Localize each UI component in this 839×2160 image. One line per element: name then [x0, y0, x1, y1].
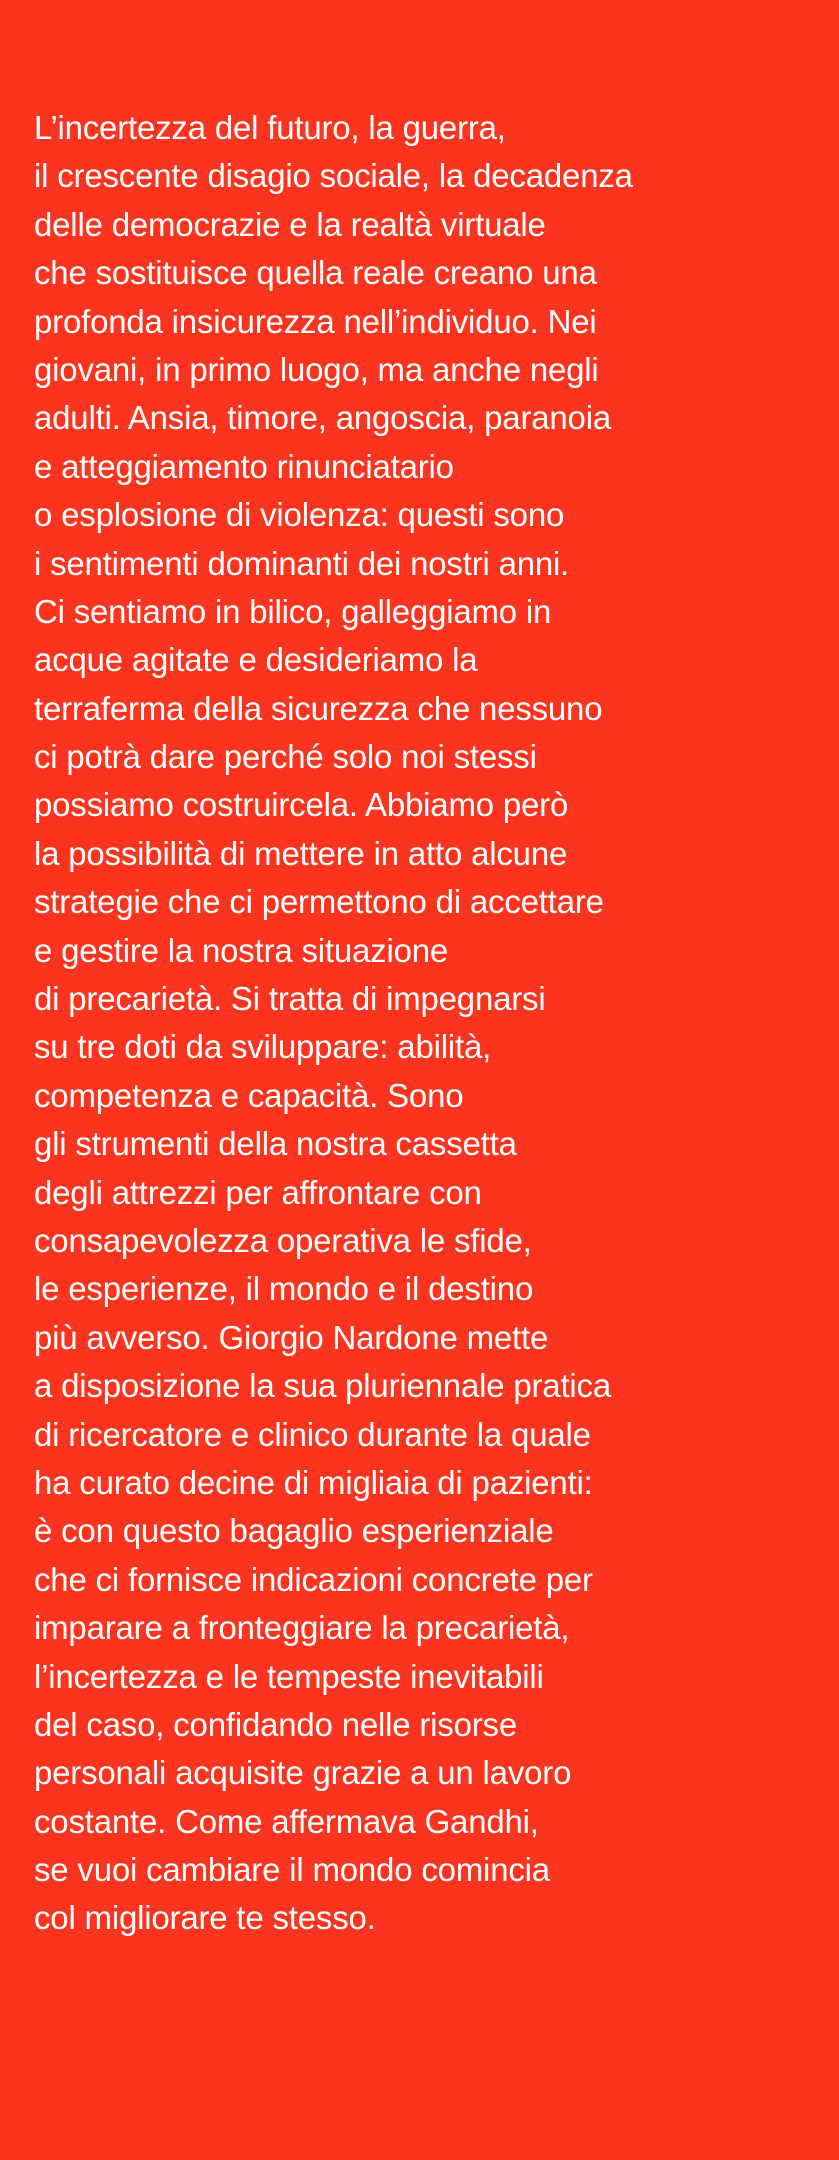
blurb-line: giovani, in primo luogo, ma anche negli: [34, 350, 599, 388]
blurb-line: che sostituisce quella reale creano una: [34, 254, 597, 292]
blurb-line: personali acquisite grazie a un lavoro: [34, 1754, 572, 1792]
blurb-line: terraferma della sicurezza che nessuno: [34, 689, 603, 727]
blurb-line: col migliorare te stesso.: [34, 1899, 376, 1937]
blurb-line: i sentimenti dominanti dei nostri anni.: [34, 544, 570, 582]
blurb-line: e gestire la nostra situazione: [34, 931, 449, 969]
blurb-line: ci potrà dare perché solo noi stessi: [34, 738, 537, 776]
blurb-line: di ricercatore e clinico durante la quale: [34, 1415, 591, 1453]
blurb-line: a disposizione la sua pluriennale pratica: [34, 1367, 612, 1405]
blurb-line: è con questo bagaglio esperienziale: [34, 1512, 554, 1550]
blurb-line: il crescente disagio sociale, la decadenza: [34, 157, 633, 195]
blurb-line: profonda insicurezza nell’individuo. Nei: [34, 302, 597, 340]
blurb-line: acque agitate e desideriamo la: [34, 641, 478, 679]
blurb-line: più avverso. Giorgio Nardone mette: [34, 1318, 549, 1356]
blurb-line: la possibilità di mettere in atto alcune: [34, 834, 568, 872]
blurb-line: degli attrezzi per affrontare con: [34, 1173, 482, 1211]
blurb-line: Ci sentiamo in bilico, galleggiamo in: [34, 592, 552, 630]
blurb-line: adulti. Ansia, timore, angoscia, paranoia: [34, 399, 611, 437]
blurb-line: di precarietà. Si tratta di impegnarsi: [34, 980, 546, 1018]
blurb-line: l’incertezza e le tempeste inevitabili: [34, 1657, 544, 1695]
blurb-line: consapevolezza operativa le sfide,: [34, 1221, 532, 1259]
blurb-line: strategie che ci permettono di accettare: [34, 883, 604, 921]
blurb-line: gli strumenti della nostra cassetta: [34, 1125, 517, 1163]
blurb-line: ha curato decine di migliaia di pazienti:: [34, 1463, 593, 1501]
back-cover-blurb: [34, 104, 824, 1943]
blurb-line: competenza e capacità. Sono: [34, 1076, 464, 1114]
blurb-line: se vuoi cambiare il mondo comincia: [34, 1851, 550, 1889]
blurb-line: costante. Come affermava Gandhi,: [34, 1802, 539, 1840]
blurb-line: le esperienze, il mondo e il destino: [34, 1270, 534, 1308]
blurb-line: imparare a fronteggiare la precarietà,: [34, 1609, 570, 1647]
blurb-line: delle democrazie e la realtà virtuale: [34, 205, 546, 243]
blurb-line: possiamo costruircela. Abbiamo però: [34, 786, 569, 824]
blurb-line: e atteggiamento rinunciatario: [34, 447, 454, 485]
blurb-line: del caso, confidando nelle risorse: [34, 1705, 517, 1743]
blurb-line: che ci fornisce indicazioni concrete per: [34, 1560, 593, 1598]
blurb-line: su tre doti da sviluppare: abilità,: [34, 1028, 492, 1066]
blurb-line: L’incertezza del futuro, la guerra,: [34, 109, 506, 146]
blurb-line: o esplosione di violenza: questi sono: [34, 496, 565, 534]
